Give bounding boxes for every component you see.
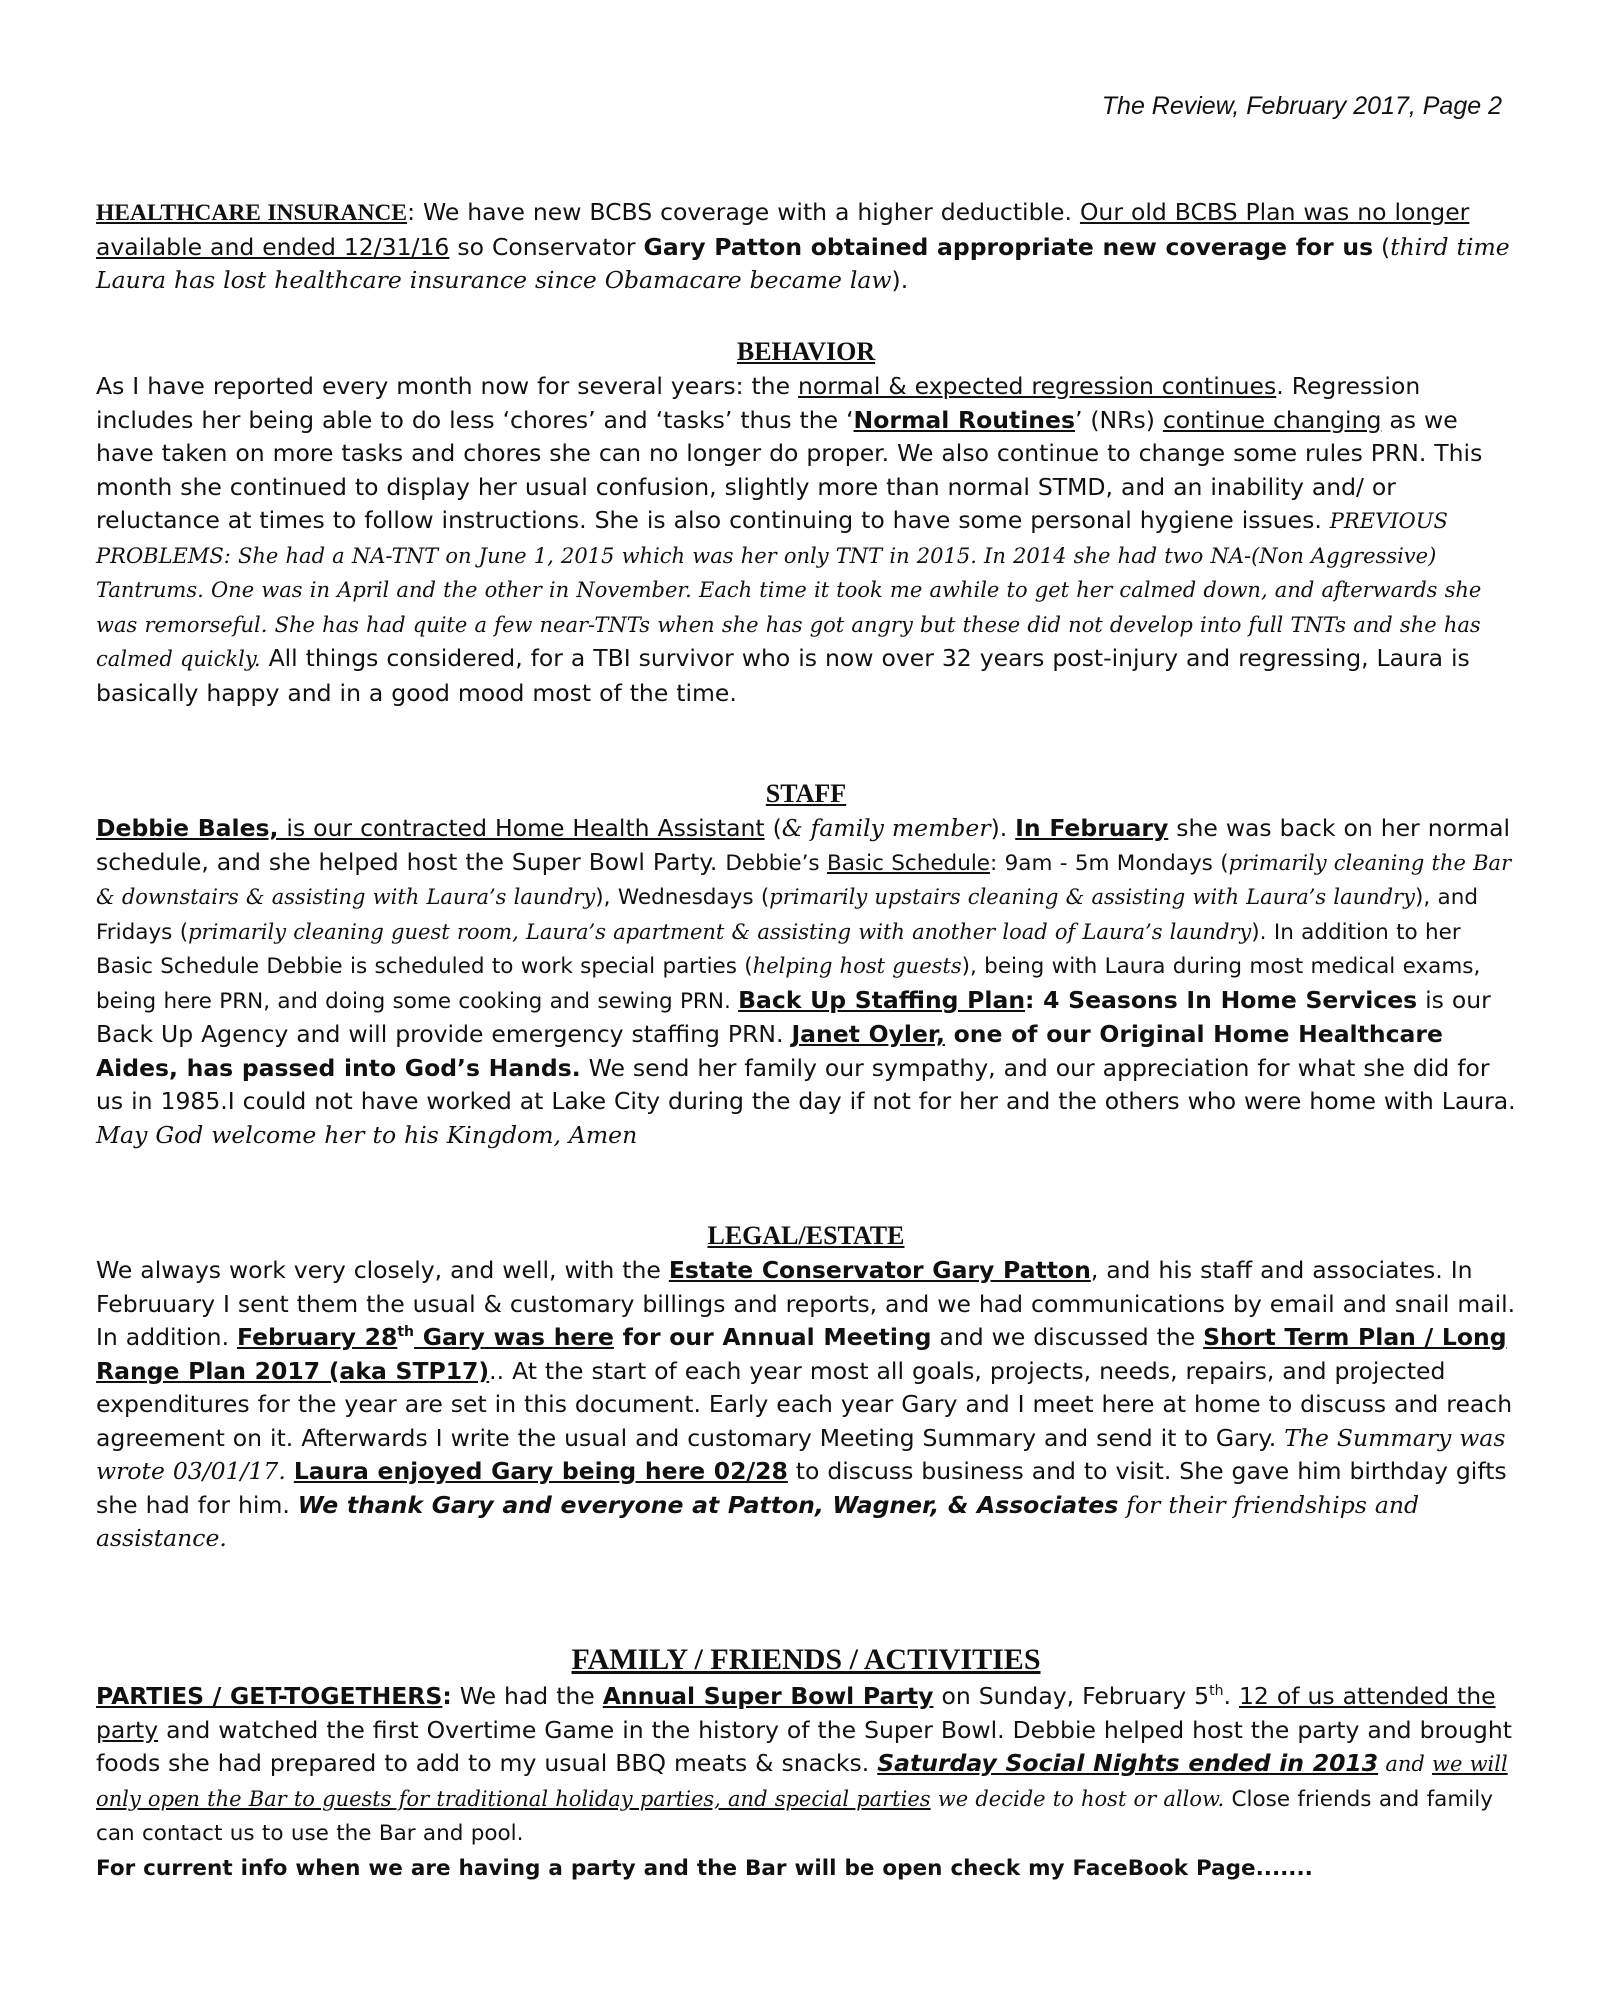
family-host-allow: we decide to host or allow.	[930, 1786, 1225, 1811]
staff-text-2: ).	[990, 814, 1016, 842]
family-section	[96, 1642, 1516, 1885]
legal-feb-28-suffix: th	[397, 1324, 415, 1341]
legal-text-4: .. At the start of each year most all goals, projects, needs, repairs, and projected expenditures for the year are set in this document. Early each year Gary and I meet here at home to discuss and reach agreement on it. Afterwards I write the usual and customary Meeting Summary and send it to Gary.	[96, 1356, 1513, 1452]
legal-text-5	[286, 1457, 294, 1485]
behavior-section	[96, 336, 1516, 710]
healthcare-note: third time Laura has lost healthcare insurance since Obamacare became law	[96, 232, 1510, 294]
staff-text-3: she was back on her normal schedule, and she helped host the Super Bowl Party.	[96, 814, 1511, 876]
legal-text-6: to discuss business and to visit. She gave him birthday gifts she had for him.	[96, 1457, 1507, 1519]
healthcare-label: HEALTHCARE INSURANCE	[96, 200, 408, 226]
staff-backup-agency: : 4 Seasons In Home Services	[1025, 985, 1418, 1014]
family-heading: FAMILY / FRIENDS / ACTIVITIES	[571, 1643, 1041, 1676]
family-and: and	[1378, 1752, 1432, 1776]
family-text-4: and watched the first Overtime Game in the history of the Super Bowl. Debbie helped host the party and brought foods she had prepared to add to my usual BBQ meats & snacks.	[96, 1715, 1512, 1777]
staff-family-member: & family member	[781, 814, 991, 842]
family-contact: Close friends and family can contact us to use the Bar and pool.	[96, 1786, 1493, 1846]
staff-debbie-role: is our contracted Home Health Assistant	[278, 814, 765, 842]
legal-gary: Gary	[414, 1323, 485, 1351]
family-text-2: on Sunday, February 5	[933, 1682, 1210, 1710]
behavior-heading: BEHAVIOR	[736, 337, 876, 366]
staff-janet-name: Janet Oyler,	[791, 1020, 945, 1048]
family-saturday-nights: Saturday Social Nights ended in 2013	[877, 1749, 1379, 1777]
family-paragraph	[96, 1680, 1516, 1885]
staff-in-february: In February	[1015, 814, 1169, 842]
behavior-text-5: All things considered, for a TBI survivor who is now over 32 years post-injury and regressing, Laura is basically happy and in a good mood most of the time.	[96, 644, 1470, 707]
behavior-paragraph	[96, 370, 1516, 710]
behavior-text-3: ’ (NRs)	[1074, 405, 1163, 434]
legal-thanks: We thank Gary and everyone at Patton, Wagner, & Associates	[297, 1490, 1119, 1519]
staff-monday-duties: primarily cleaning the Bar & downstairs & assisting with Laura’s laundry	[96, 850, 1512, 909]
staff-schedule-4: ), and Fridays (	[96, 885, 1478, 945]
behavior-previous-problems: PREVIOUS PROBLEMS: She had a NA-TNT on June 1, 2015 which was her only TNT in 2015. In 2014 she had two NA-(Non Aggressive) Tantrums. One was in April and the other in November. Each time it took me awhile to get her calmed down, and afterwards she was remorseful. She has had quite a few near-TNTs when she has got angry but these did not develop into full TNTs and she has calmed quickly.	[96, 509, 1482, 671]
legal-thanks-end: for their friendships and assistance.	[96, 1490, 1420, 1552]
legal-paragraph	[96, 1254, 1516, 1556]
legal-feb-28: February 28	[237, 1323, 398, 1351]
legal-text-1: We always work very closely, and well, with the	[96, 1256, 669, 1284]
staff-basic-schedule: Basic Schedule	[826, 850, 991, 876]
staff-janet-passed: one of our Original Home Healthcare Aides, has passed into God’s Hands.	[96, 1020, 1443, 1082]
staff-paragraph	[96, 812, 1516, 1152]
family-parties-label: PARTIES / GET-TOGETHERS	[96, 1682, 443, 1710]
behavior-text-1: As I have reported every month now for several years: the	[96, 372, 799, 400]
staff-wednesday-duties: primarily upstairs cleaning & assisting with Laura’s laundry	[769, 885, 1415, 909]
legal-heading: LEGAL/ESTATE	[707, 1221, 905, 1250]
legal-text-3: and we discussed the	[931, 1323, 1204, 1351]
staff-friday-duties: primarily cleaning guest room, Laura’s apartment & assisting with another load of Laura’s laundry	[188, 919, 1252, 944]
healthcare-text-1: : We have new BCBS coverage with a higher deductible.	[407, 198, 1080, 226]
legal-was-here: was here	[484, 1323, 614, 1351]
family-bar-policy: we will only open the Bar to guests for traditional holiday parties, and special parties	[96, 1752, 1508, 1811]
behavior-continue-changing: continue changing	[1162, 405, 1382, 434]
staff-schedule-6: ), being with Laura during most medical exams, being here PRN, and doing some cooking and sewing PRN.	[96, 954, 1481, 1014]
staff-schedule-2: : 9am - 5m Mondays (	[990, 850, 1229, 876]
legal-text-2: , and his staff and associates. In Februuary I sent them the usual & customary billings and reports, and we had communications by email and snail mail. In addition.	[96, 1256, 1516, 1351]
staff-helping-host: helping host guests	[752, 954, 962, 978]
family-attended: 12 of us attended the party	[96, 1682, 1496, 1744]
staff-section	[96, 778, 1516, 1152]
staff-blessing: May God welcome her to his Kingdom, Amen	[96, 1120, 638, 1149]
staff-schedule-5: ). In addition to her Basic Schedule Debbie is scheduled to work special parties (	[96, 919, 1461, 979]
family-text-3: .	[1223, 1682, 1239, 1710]
family-facebook-note: For current info when we are having a party and the Bar will be open check my FaceBook Page.......	[96, 1855, 1313, 1881]
staff-text-4: is our Back Up Agency and will provide emergency staffing PRN.	[96, 985, 1491, 1048]
staff-schedule-3: ), Wednesdays (	[595, 885, 770, 910]
healthcare-text-3: (	[1373, 232, 1391, 261]
healthcare-coverage: Gary Patton obtained appropriate new coverage for us	[643, 232, 1374, 261]
healthcare-text-2: so Conservator	[449, 232, 644, 261]
legal-conservator: Estate Conservator Gary Patton	[668, 1256, 1091, 1284]
healthcare-section	[96, 196, 1516, 298]
family-text-1: We had the	[451, 1682, 603, 1710]
staff-text-5: We send her family our sympathy, and our appreciation for what she did for us in 1985.I could not have worked at Lake City during the day if not for her and the others who were home with Laura.	[96, 1053, 1516, 1115]
family-parties-colon: :	[442, 1682, 452, 1710]
staff-schedule-1: Debbie’s	[725, 850, 827, 876]
healthcare-text-4: ).	[891, 266, 909, 294]
healthcare-old-plan: Our old BCBS Plan was no longer available and ended 12/31/16	[96, 198, 1470, 261]
staff-backup-plan: Back Up Staffing Plan	[738, 985, 1026, 1014]
behavior-text-4: as we have taken on more tasks and chores she can no longer do proper. We also continue to change some rules PRN. This month she continued to display her usual confusion, slightly more than normal STMD, and an inability and/ or reluctance at times to follow instructions. She is also continuing to have some personal hygiene issues.	[96, 405, 1483, 534]
legal-section	[96, 1220, 1516, 1556]
legal-stp17: Short Term Plan / Long Range Plan 2017 (aka STP17)	[96, 1323, 1507, 1385]
staff-debbie-name: Debbie Bales,	[96, 814, 279, 842]
staff-text-1: (	[764, 814, 782, 842]
legal-laura-enjoyed: Laura enjoyed Gary being here 02/28	[293, 1457, 788, 1485]
behavior-text-2: . Regression includes her being able to do less ‘chores’ and ‘tasks’ thus the ‘	[96, 372, 1421, 434]
family-super-bowl: Annual Super Bowl Party	[602, 1682, 934, 1710]
family-date-suffix: th	[1209, 1683, 1224, 1700]
staff-heading: STAFF	[765, 779, 847, 808]
legal-annual-meeting: for our Annual Meeting	[613, 1323, 932, 1351]
behavior-regression: normal & expected regression continues	[798, 372, 1277, 400]
legal-summary-note: The Summary was wrote 03/01/17.	[96, 1423, 1506, 1485]
behavior-normal-routines: Normal Routines	[853, 405, 1075, 434]
running-header: The Review, February 2017, Page 2	[1101, 92, 1502, 120]
